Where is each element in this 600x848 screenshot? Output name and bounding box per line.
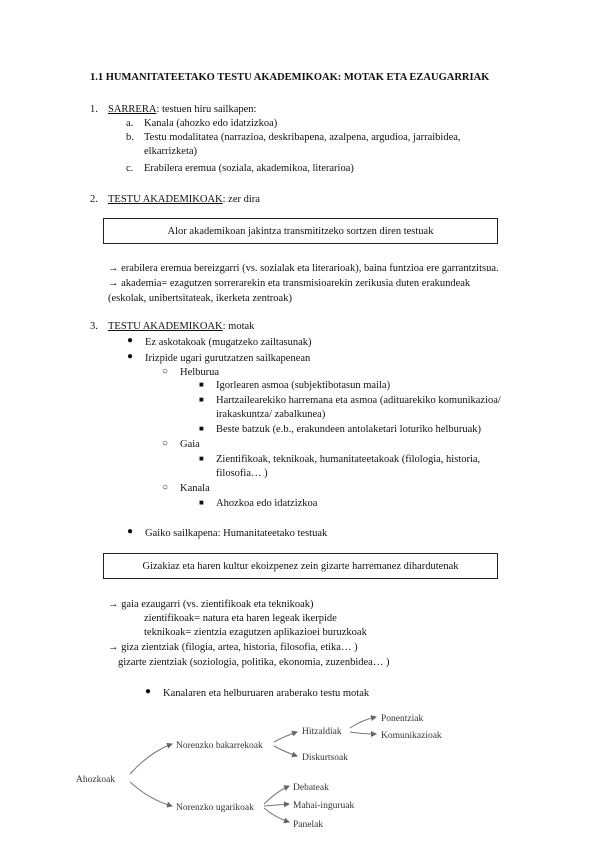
branch-line (274, 746, 297, 756)
square-bullet-icon: ■ (199, 424, 204, 433)
list-item: Erabilera eremua (soziala, akademikoa, literarioa) (144, 163, 354, 174)
text-line: → erabilera eremua bereizgarri (vs. sozialak eta literarioak), baina funtzioa ere garrantzitsua. (108, 263, 499, 274)
section-3-number: 3. (90, 321, 98, 332)
section-2-heading (108, 193, 260, 206)
square-bullet-icon: ■ (199, 380, 204, 389)
section-1-heading (108, 103, 256, 116)
square-bullet-icon: ■ (199, 395, 204, 404)
list-item: elkarrizketa) (144, 146, 198, 157)
list-item: Ahozkoa edo idatzizkoa (216, 498, 318, 509)
text-line: (eskolak, unibertsitateak, ikerketa zentroak) (108, 293, 292, 304)
list-item: Helburua (180, 367, 220, 378)
text-line: → gaia ezaugarri (vs. zientifikoak eta teknikoak) (108, 599, 314, 610)
list-marker: b. (126, 132, 134, 143)
page-title: 1.1 HUMANITATEETAKO TESTU AKADEMIKOAK: MOTAK ETA EZAUGARRIAK (90, 72, 490, 83)
branch-line (264, 786, 289, 804)
list-marker: c. (126, 163, 134, 174)
square-bullet-icon: ■ (199, 498, 204, 507)
list-item: Testu modalitatea (narrazioa, deskribapena, azalpena, argudioa, jarraibidea, (144, 132, 461, 143)
text-line: → akademia= ezagutzen sorrerarekin eta transmisioarekin zerikusia duten erakundeak (108, 278, 471, 289)
branch-line (350, 732, 376, 734)
diagram-node: Norenzko ugarikoak (176, 803, 254, 813)
bullet-icon: ● (127, 335, 134, 346)
branch-line (130, 782, 172, 806)
circle-bullet-icon: ○ (162, 482, 169, 493)
list-item: Ez askotakoak (mugatzeko zailtasunak) (145, 337, 312, 348)
list-item: Hartzailearekiko harremana eta asmoa (adituarekiko komunikazioa/ (216, 395, 501, 406)
section-3-label: TESTU AKADEMIKOAK (108, 321, 223, 332)
branch-line (264, 804, 289, 806)
diagram-node: Diskurtsoak (302, 753, 348, 763)
list-item: Gaia (180, 439, 200, 450)
text-line: → giza zientziak (filogia, artea, historia, filosofia, etika… ) (108, 642, 358, 653)
list-item: Beste batzuk (e.b., erakundeen antolaketari loturiko helburuak) (216, 424, 482, 435)
branch-line (130, 744, 172, 774)
list-item: Kanalaren eta helburuaren araberako testu motak (163, 688, 370, 699)
list-item: Igorlearen asmoa (subjektibotasun maila) (216, 380, 391, 391)
circle-bullet-icon: ○ (162, 366, 169, 377)
list-item: Gaiko sailkapena: Humanitateetako testuak (145, 528, 328, 539)
text-line: zientifikoak= natura eta haren legeak ikerpide (144, 613, 337, 624)
bullet-icon: ● (127, 351, 134, 362)
bullet-icon: ● (127, 526, 134, 537)
section-2-rest: : zer dira (222, 194, 260, 205)
list-item: Zientifikoak, teknikoak, humanitateetakoak (filologia, historia, (216, 454, 481, 465)
section-2-label: TESTU AKADEMIKOAK (108, 194, 223, 205)
list-item: Kanala (ahozko edo idatzizkoa) (144, 118, 278, 129)
section-1-rest: : testuen hiru sailkapen: (156, 104, 257, 115)
diagram-node-root: Ahozkoak (76, 775, 116, 785)
text-types-diagram (0, 700, 600, 848)
list-item: irakaskuntza/ zabalkunea) (216, 409, 326, 420)
section-3-rest: : motak (222, 321, 255, 332)
section-2-number: 2. (90, 194, 98, 205)
bullet-icon: ● (145, 686, 152, 697)
list-item: Kanala (180, 483, 210, 494)
section-1-label: SARRERA (108, 104, 157, 115)
diagram-node: Norenzko bakarrekoak (176, 741, 263, 751)
diagram-node: Mahai-inguruak (293, 801, 355, 811)
circle-bullet-icon: ○ (162, 438, 169, 449)
diagram-node: Ponentziak (381, 714, 424, 724)
diagram-node: Komunikazioak (381, 731, 442, 741)
diagram-node: Debateak (293, 783, 329, 793)
text-line: gizarte zientziak (soziologia, politika, ekonomia, zuzenbidea… ) (118, 657, 390, 668)
definition-box: Gizakiaz eta haren kultur ekoizpenez zein gizarte harremanez dihardutenak (103, 553, 498, 579)
branch-line (274, 732, 297, 742)
branch-line (350, 717, 376, 728)
branch-line (264, 808, 289, 822)
definition-box: Alor akademikoan jakintza transmititzeko sortzen diren testuak (103, 218, 498, 244)
list-marker: a. (126, 118, 134, 129)
list-item: filosofia… ) (216, 468, 268, 479)
section-1-number: 1. (90, 104, 98, 115)
diagram-node: Panelak (293, 820, 324, 830)
list-item: Irizpide ugari gurutzatzen sailkapenean (145, 353, 311, 364)
diagram-node: Hitzaldiak (302, 727, 342, 737)
square-bullet-icon: ■ (199, 454, 204, 463)
text-line: teknikoak= zientzia ezagutzen aplikazioei buruzkoak (144, 627, 367, 638)
section-3-heading (108, 320, 254, 333)
